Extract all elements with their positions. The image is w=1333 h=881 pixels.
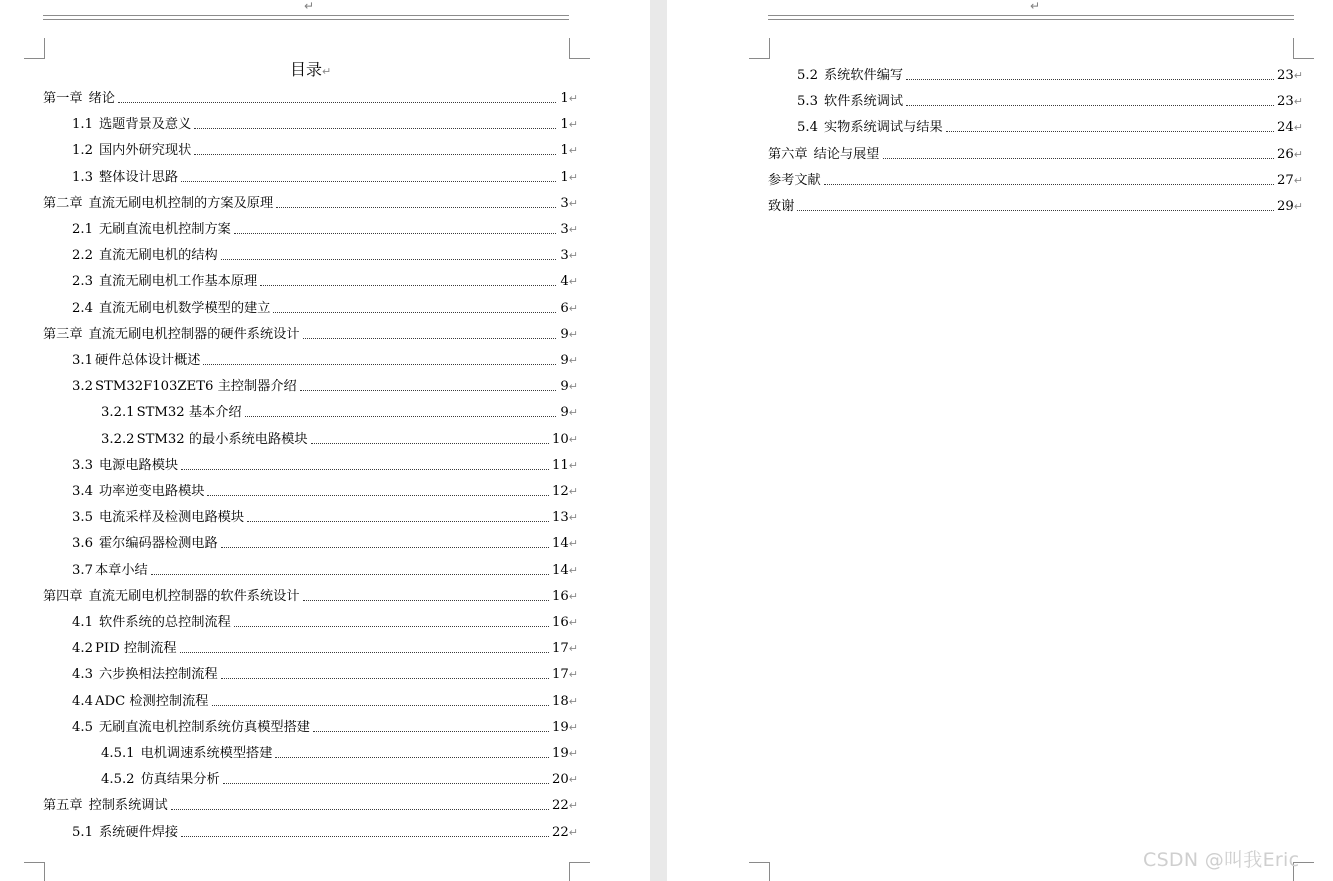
toc-entry-title: 直流无刷电机控制器的软件系统设计 <box>88 588 300 604</box>
toc-leader-dots <box>303 337 556 339</box>
toc-entry-page-number: 12 <box>552 484 569 499</box>
toc-entry-title: 电源电路模块 <box>98 457 179 473</box>
toc-leader-dots <box>171 808 549 810</box>
toc-entry-page-number: 11 <box>552 457 569 473</box>
toc-entry-page-number: 4 <box>560 274 569 290</box>
toc-entry-page-number: 9 <box>560 379 569 395</box>
paragraph-mark: ↵ <box>568 458 578 472</box>
paragraph-mark: ↵ <box>568 799 578 813</box>
header-paragraph-mark: ↵ <box>1030 0 1041 13</box>
toc-entry-page-number: 1 <box>560 117 569 133</box>
toc-leader-dots <box>212 704 550 706</box>
crop-mark-top-right <box>569 38 590 59</box>
toc-entry-number: 2.4 <box>72 300 93 316</box>
paragraph-mark: ↵ <box>1293 147 1303 161</box>
paragraph-mark: ↵ <box>568 406 578 420</box>
toc-leader-dots <box>203 363 555 365</box>
toc-entry[interactable] <box>43 586 578 606</box>
toc-entry-title: 无刷直流电机控制方案 <box>98 222 231 237</box>
header-paragraph-mark: ↵ <box>304 0 315 13</box>
toc-entry-title: ADC 检测控制流程 <box>94 693 209 709</box>
toc-entry-number: 1.2 <box>72 143 93 159</box>
paragraph-mark: ↵ <box>568 118 578 132</box>
toc-leader-dots <box>276 206 556 208</box>
crop-mark-top-left <box>24 38 45 59</box>
toc-entry-title: 实物系统调试与结果 <box>823 120 943 136</box>
toc-entry[interactable] <box>72 481 578 501</box>
toc-entry[interactable] <box>43 88 578 108</box>
toc-entry-number: 3.2.1 <box>101 405 135 421</box>
toc-entry-page-number: 17 <box>552 641 569 657</box>
toc-entry[interactable] <box>72 612 578 632</box>
paragraph-mark: ↵ <box>568 144 578 158</box>
toc-entry-page-number: 23 <box>1277 94 1294 110</box>
toc-entry-page-number: 10 <box>552 431 569 447</box>
toc-entry-number: 第六章 <box>768 146 808 162</box>
toc-entry-page-number: 16 <box>552 615 569 630</box>
toc-leader-dots <box>180 651 549 653</box>
toc-entry-number: 3.7 <box>72 562 93 578</box>
toc-entry[interactable] <box>43 193 578 213</box>
paragraph-mark: ↵ <box>568 537 578 551</box>
header-rule <box>768 15 1294 20</box>
toc-entry[interactable] <box>72 376 578 396</box>
toc-entry-page-number: 17 <box>552 667 569 683</box>
toc-entry[interactable] <box>797 91 1303 111</box>
toc-entry-number: 5.3 <box>797 94 818 110</box>
toc-entry-number: 3.3 <box>72 457 93 473</box>
paragraph-mark: ↵ <box>568 642 578 656</box>
toc-entry-title: 功率逆变电路模块 <box>98 484 205 499</box>
toc-entry-number: 第四章 <box>43 588 83 604</box>
paragraph-mark: ↵ <box>568 354 578 367</box>
toc-entry-page-number: 22 <box>552 798 569 814</box>
toc-title <box>290 60 331 82</box>
toc-leader-dots <box>118 101 556 103</box>
toc-entry-page-number: 22 <box>552 824 569 840</box>
toc-entry-page-number: 9 <box>560 326 569 342</box>
toc-leader-dots <box>234 625 549 627</box>
toc-leader-dots <box>181 468 549 470</box>
toc-entry-title: 结论与展望 <box>813 146 880 162</box>
crop-mark-bottom-left <box>24 862 45 881</box>
toc-entry-number: 3.2 <box>72 379 93 395</box>
toc-entry-page-number: 14 <box>552 536 569 552</box>
toc-entry-number: 2.3 <box>72 274 93 290</box>
toc-entry-page-number: 1 <box>560 143 569 159</box>
paragraph-mark: ↵ <box>568 694 578 708</box>
toc-entry-title: 电流采样及检测电路模块 <box>98 510 245 526</box>
toc-entry-page-number: 1 <box>560 169 569 185</box>
paragraph-mark: ↵ <box>568 747 578 760</box>
toc-entry-page-number: 9 <box>560 353 569 368</box>
toc-entry-title: 本章小结 <box>94 562 148 578</box>
toc-entry-page-number: 19 <box>552 719 569 735</box>
toc-leader-dots <box>221 546 549 548</box>
toc-entry[interactable] <box>72 140 578 160</box>
toc-entry-title: 霍尔编码器检测电路 <box>98 536 218 552</box>
toc-entry-title: STM32 基本介绍 <box>136 405 242 421</box>
toc-entry-number: 4.5.2 <box>101 772 135 788</box>
toc-entry[interactable] <box>72 560 578 580</box>
toc-entry-page-number: 3 <box>560 195 569 211</box>
toc-leader-dots <box>883 157 1275 159</box>
toc-leader-dots <box>234 232 556 234</box>
crop-mark-bottom-left <box>749 862 770 881</box>
toc-entry[interactable] <box>101 769 578 789</box>
toc-leader-dots <box>194 127 555 129</box>
toc-leader-dots <box>313 730 549 732</box>
toc-entry-title: STM32 的最小系统电路模块 <box>136 431 308 447</box>
toc-entry-title: 整体设计思路 <box>98 169 179 185</box>
toc-entry-number: 4.4 <box>72 693 93 709</box>
toc-entry[interactable] <box>72 507 578 527</box>
toc-entry[interactable] <box>72 455 578 475</box>
toc-entry-title: 系统软件编写 <box>823 68 904 83</box>
paragraph-mark: ↵ <box>568 825 578 839</box>
toc-leader-dots <box>273 311 555 313</box>
toc-entry-title: 致谢 <box>768 199 795 214</box>
toc-entry-title: 控制系统调试 <box>88 798 168 814</box>
toc-entry-page-number: 26 <box>1277 146 1294 162</box>
toc-leader-dots <box>311 442 549 444</box>
toc-entry-title: 无刷直流电机控制系统仿真模型搭建 <box>98 719 310 735</box>
toc-leader-dots <box>300 389 556 391</box>
toc-leader-dots <box>221 677 549 679</box>
toc-entry-title: 直流无刷电机数学模型的建立 <box>98 300 271 316</box>
toc-entry-title: 硬件总体设计概述 <box>94 353 201 368</box>
document-page-left <box>0 0 650 881</box>
toc-entry[interactable] <box>43 795 578 815</box>
toc-entry-page-number: 3 <box>560 248 569 264</box>
toc-entry-number: 1.1 <box>72 117 93 133</box>
toc-entry-number: 4.1 <box>72 615 93 630</box>
toc-entry-title: 软件系统调试 <box>823 94 904 110</box>
toc-entry[interactable] <box>72 691 578 711</box>
toc-entry-title: 直流无刷电机控制的方案及原理 <box>88 195 274 211</box>
toc-entry[interactable] <box>72 271 578 291</box>
toc-entry-number: 5.2 <box>797 68 818 83</box>
toc-entry[interactable] <box>101 743 578 763</box>
paragraph-mark: ↵ <box>1293 200 1303 213</box>
toc-leader-dots <box>906 104 1274 106</box>
toc-entry-title: 直流无刷电机控制器的硬件系统设计 <box>88 326 300 342</box>
toc-entry-page-number: 24 <box>1277 120 1294 136</box>
paragraph-mark: ↵ <box>1293 173 1303 187</box>
toc-leader-dots <box>906 78 1274 80</box>
paragraph-mark: ↵ <box>1293 121 1303 135</box>
toc-entry[interactable] <box>72 298 578 318</box>
toc-entry-page-number: 1 <box>560 91 569 106</box>
crop-mark-top-right <box>1293 38 1314 59</box>
toc-entry-number: 4.2 <box>72 641 93 657</box>
paragraph-mark: ↵ <box>568 589 578 603</box>
toc-leader-dots <box>245 415 556 417</box>
toc-entry-number: 3.4 <box>72 484 93 499</box>
paragraph-mark: ↵ <box>568 511 578 525</box>
paragraph-mark: ↵ <box>568 223 578 236</box>
toc-entry-number: 4.5.1 <box>101 746 135 761</box>
toc-entry-title: STM32F103ZET6 主控制器介绍 <box>94 379 297 395</box>
toc-entry[interactable] <box>72 350 578 370</box>
paragraph-mark: ↵ <box>568 170 578 184</box>
paragraph-mark: ↵ <box>568 301 578 315</box>
toc-entry-title: 六步换相法控制流程 <box>98 667 218 683</box>
toc-entry-number: 3.1 <box>72 353 93 368</box>
paragraph-mark: ↵ <box>568 327 578 341</box>
toc-entry-title: 选题背景及意义 <box>98 117 192 133</box>
toc-entry-page-number: 19 <box>552 746 569 761</box>
toc-entry-number: 第三章 <box>43 326 83 342</box>
toc-entry-page-number: 6 <box>560 300 569 316</box>
toc-entry-title: 仿真结果分析 <box>140 772 220 788</box>
toc-entry-page-number: 29 <box>1277 199 1294 214</box>
header-rule <box>43 15 569 20</box>
toc-entry[interactable] <box>101 402 578 422</box>
paragraph-mark: ↵ <box>568 773 578 787</box>
toc-entry-title: PID 控制流程 <box>94 641 177 657</box>
page-gutter <box>650 0 667 881</box>
toc-entry-page-number: 27 <box>1277 172 1294 188</box>
toc-entry-number: 2.1 <box>72 222 93 237</box>
toc-entry-number: 第五章 <box>43 798 83 814</box>
paragraph-mark: ↵ <box>568 485 578 498</box>
paragraph-mark: ↵ <box>322 65 332 78</box>
watermark: CSDN @叫我Eric <box>1143 849 1300 871</box>
toc-leader-dots <box>181 835 549 837</box>
toc-entry-number: 3.6 <box>72 536 93 552</box>
toc-entry-number: 5.1 <box>72 824 93 840</box>
paragraph-mark: ↵ <box>568 249 578 263</box>
crop-mark-bottom-right <box>569 862 590 881</box>
toc-entry-title: 软件系统的总控制流程 <box>98 615 231 630</box>
toc-entry-title: 系统硬件焊接 <box>98 824 179 840</box>
paragraph-mark: ↵ <box>568 380 578 394</box>
toc-leader-dots <box>221 258 556 260</box>
paragraph-mark: ↵ <box>568 196 578 210</box>
toc-entry[interactable] <box>797 65 1303 85</box>
toc-entry[interactable] <box>72 245 578 265</box>
document-page-right <box>667 0 1333 881</box>
toc-entry-number: 2.2 <box>72 248 93 264</box>
paragraph-mark: ↵ <box>568 432 578 446</box>
toc-entry-page-number: 13 <box>552 510 569 526</box>
toc-leader-dots <box>181 180 556 182</box>
toc-entry[interactable] <box>72 664 578 684</box>
toc-entry-page-number: 16 <box>552 588 569 604</box>
toc-leader-dots <box>223 782 549 784</box>
toc-leader-dots <box>303 599 549 601</box>
toc-entry[interactable] <box>43 324 578 344</box>
toc-entry-title: 参考文献 <box>768 172 821 188</box>
toc-entry[interactable] <box>101 429 578 449</box>
toc-entry-number: 3.5 <box>72 510 93 526</box>
toc-leader-dots <box>151 573 549 575</box>
toc-entry-number: 3.2.2 <box>101 431 135 447</box>
toc-entry[interactable] <box>797 117 1303 137</box>
toc-entry-title: 直流无刷电机工作基本原理 <box>98 274 258 290</box>
toc-leader-dots <box>824 183 1274 185</box>
toc-entry-page-number: 9 <box>560 405 569 421</box>
toc-entry[interactable] <box>72 638 578 658</box>
toc-entry[interactable] <box>768 170 1303 190</box>
paragraph-mark: ↵ <box>568 92 578 105</box>
toc-leader-dots <box>275 756 549 758</box>
paragraph-mark: ↵ <box>568 616 578 629</box>
toc-leader-dots <box>247 520 549 522</box>
toc-entry-number: 第一章 <box>43 91 83 106</box>
toc-entry-number: 1.3 <box>72 169 93 185</box>
toc-entry[interactable] <box>768 196 1303 216</box>
toc-entry-page-number: 18 <box>552 693 569 709</box>
paragraph-mark: ↵ <box>568 563 578 577</box>
paragraph-mark: ↵ <box>568 720 578 734</box>
toc-leader-dots <box>194 153 555 155</box>
toc-entry-number: 第二章 <box>43 195 83 211</box>
toc-leader-dots <box>260 284 556 286</box>
toc-entry[interactable] <box>72 717 578 737</box>
paragraph-mark: ↵ <box>1293 95 1303 109</box>
toc-entry-number: 4.5 <box>72 719 93 735</box>
toc-entry-title: 电机调速系统模型搭建 <box>140 746 273 761</box>
paragraph-mark: ↵ <box>568 668 578 682</box>
toc-entry[interactable] <box>72 114 578 134</box>
toc-leader-dots <box>207 494 549 496</box>
toc-title-text: 目录 <box>290 60 323 79</box>
toc-entry[interactable] <box>72 822 578 842</box>
toc-entry[interactable] <box>72 533 578 553</box>
toc-entry[interactable] <box>72 167 578 187</box>
toc-entry-number: 4.3 <box>72 667 93 683</box>
toc-entry-number: 5.4 <box>797 120 818 136</box>
toc-entry-page-number: 20 <box>552 772 569 788</box>
paragraph-mark: ↵ <box>1293 69 1303 82</box>
toc-entry-page-number: 3 <box>560 222 569 237</box>
toc-entry-page-number: 14 <box>552 562 569 578</box>
toc-entry[interactable] <box>72 219 578 239</box>
toc-entry-page-number: 23 <box>1277 68 1294 83</box>
toc-leader-dots <box>797 209 1274 211</box>
toc-leader-dots <box>946 130 1274 132</box>
toc-entry[interactable] <box>768 144 1303 164</box>
toc-entry-title: 绪论 <box>88 91 115 106</box>
paragraph-mark: ↵ <box>568 275 578 289</box>
toc-entry-title: 直流无刷电机的结构 <box>98 248 218 264</box>
crop-mark-top-left <box>749 38 770 59</box>
toc-entry-title: 国内外研究现状 <box>98 143 192 159</box>
